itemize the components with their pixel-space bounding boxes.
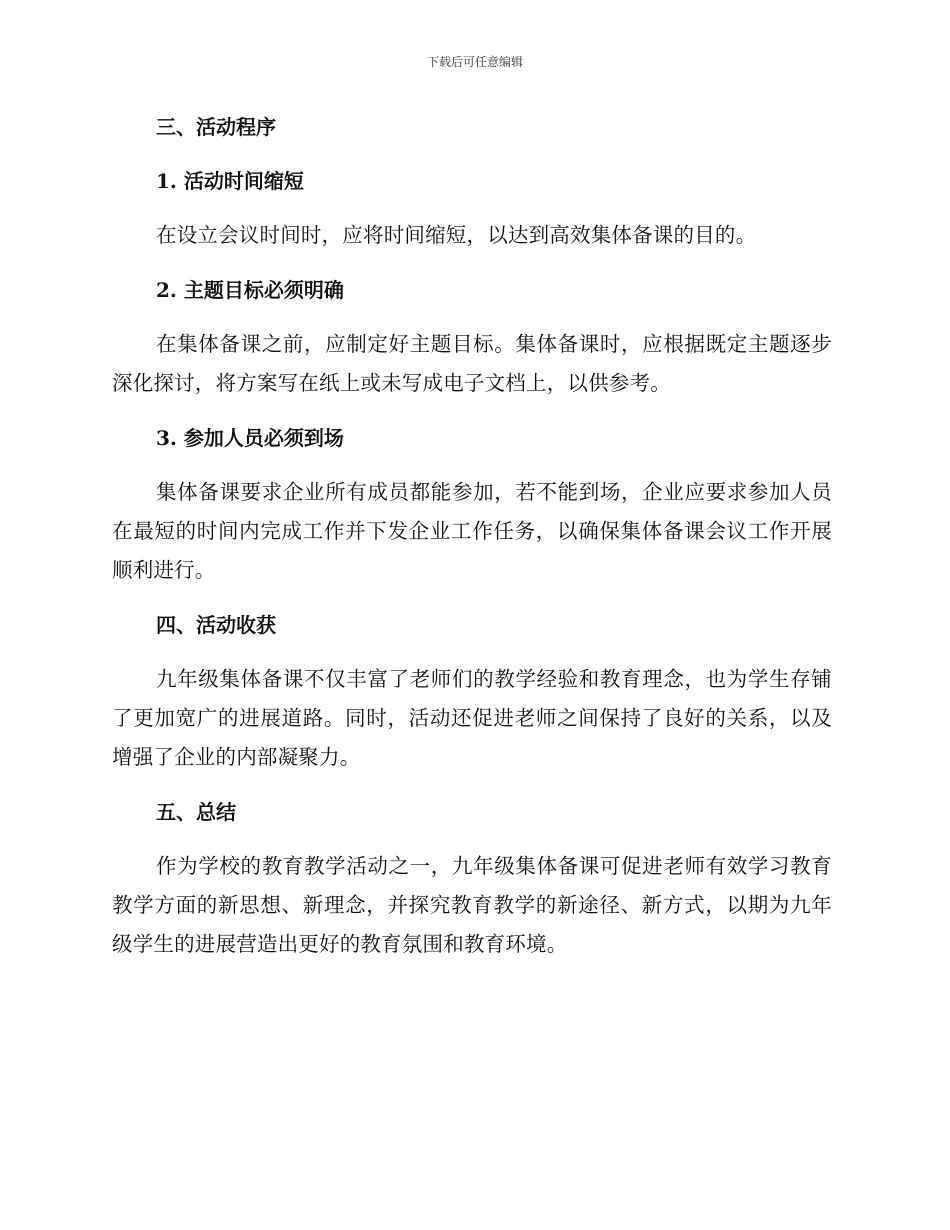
paragraph-summary: 作为学校的教育教学活动之一，九年级集体备课可促进老师有效学习教育教学方面的新思想、新理念，并探究教育教学的新途径、新方式，以期为九年级学生的进展营造出更好的教育氛围和教育环境。 [112,854,832,956]
section-heading-activity-procedure: 三、活动程序 [156,115,276,139]
paragraph-shorten-time: 在设立会议时间时，应将时间缩短，以达到高效集体备课的目的。 [156,223,757,247]
subheading-shorten-time: 1. 活动时间缩短 [156,169,304,193]
paragraph-clear-goal: 在集体备课之前，应制定好主题目标。集体备课时，应根据既定主题逐步深化探讨，将方案写在纸上或未写成电子文档上，以供参考。 [112,332,832,395]
paragraph-attendance: 集体备课要求企业所有成员都能参加，若不能到场，企业应要求参加人员在最短的时间内完成工作并下发企业工作任务，以确保集体备课会议工作开展顺利进行。 [112,480,832,582]
subheading-clear-goal: 2. 主题目标必须明确 [156,278,344,302]
subheading-attendance: 3. 参加人员必须到场 [156,426,344,450]
paragraph-activity-gains: 九年级集体备课不仅丰富了老师们的教学经验和教育理念，也为学生存铺了更加宽广的进展道路。同时，活动还促进老师之间保持了良好的关系，以及增强了企业的内部凝聚力。 [112,667,832,769]
document-body [112,108,832,980]
section-heading-activity-gains: 四、活动收获 [156,613,276,637]
section-heading-summary: 五、总结 [156,800,236,824]
page-header: 下载后可任意编辑 [426,55,523,69]
